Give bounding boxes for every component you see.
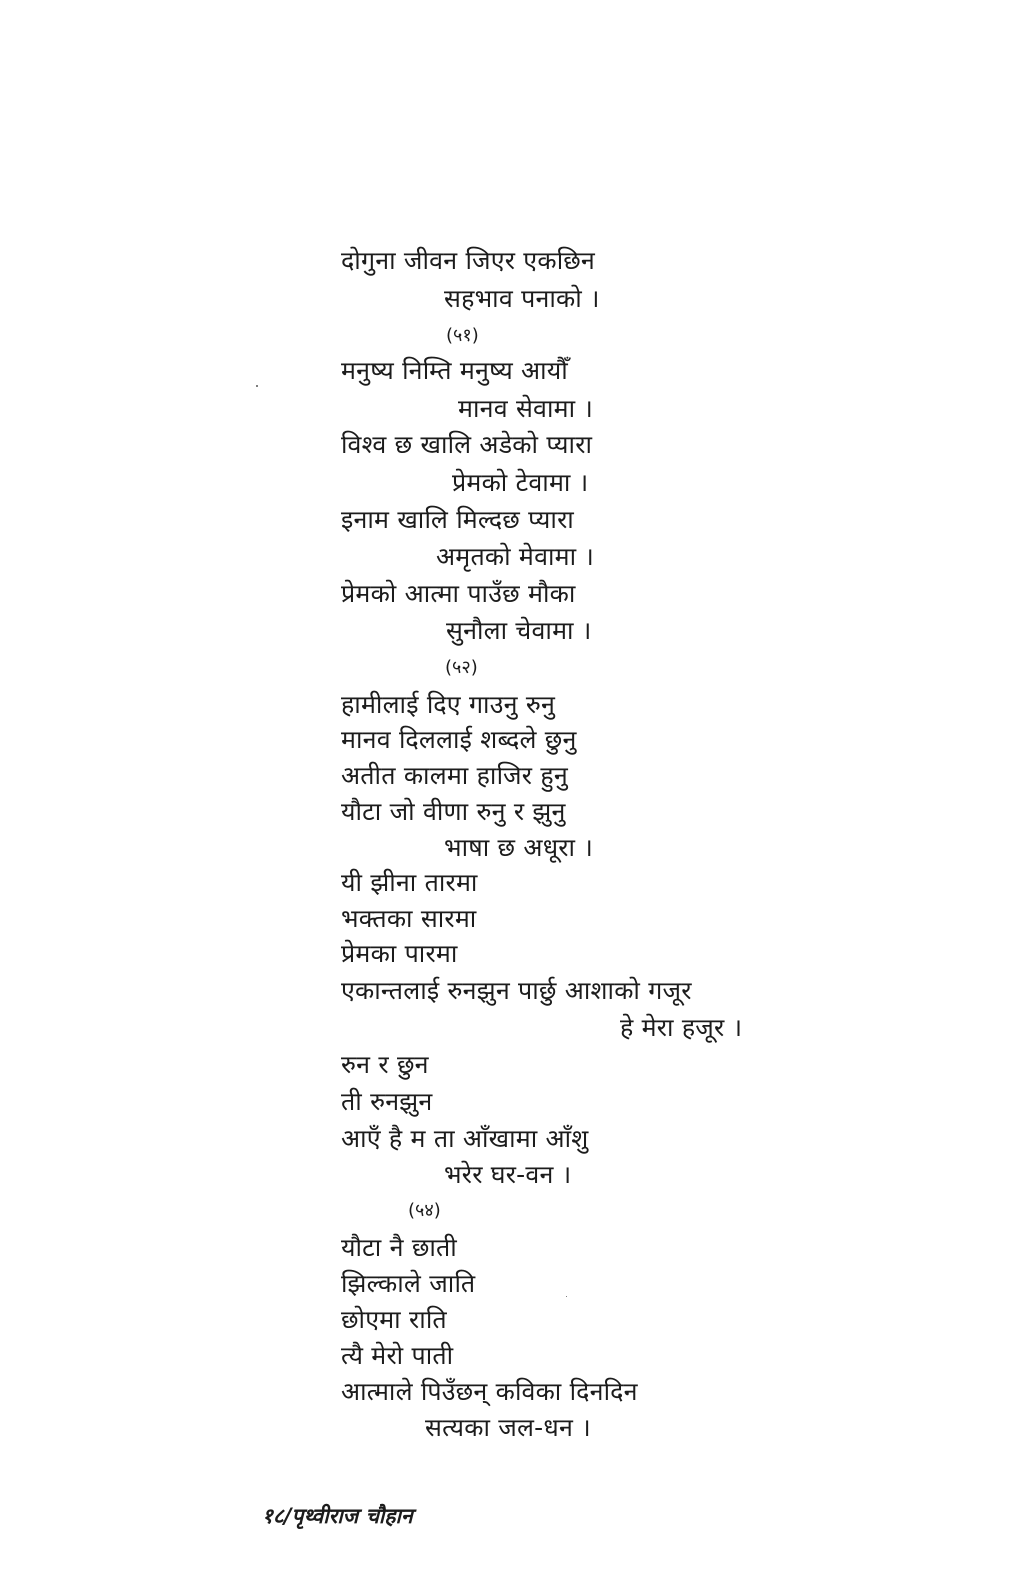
poem-line: भरेर घर-वन । — [444, 1160, 572, 1189]
poem-line: आएँ है म ता आँखामा आँशु — [341, 1124, 589, 1153]
poem-line: प्रेमका पारमा — [341, 939, 458, 968]
poem-line: त्यै मेरो पाती — [341, 1341, 454, 1370]
poem-line: यौटा नै छाती — [341, 1233, 457, 1262]
poem-line: विश्व छ खालि अडेको प्यारा — [341, 430, 593, 459]
poem-line: अतीत कालमा हाजिर हुनु — [341, 761, 568, 790]
poem-line: अमृतको मेवामा । — [436, 542, 595, 571]
poem-line: हामीलाई दिए गाउनु रुनु — [341, 690, 556, 719]
poem-line: इनाम खालि मिल्दछ प्यारा — [341, 505, 574, 534]
poem-line: सहभाव पनाको । — [444, 284, 600, 313]
poem-line: सुनौला चेवामा । — [446, 616, 592, 645]
scan-speck — [566, 1296, 567, 1297]
poem-line: प्रेमको टेवामा । — [452, 468, 589, 497]
poem-line: सत्यका जल-धन । — [425, 1413, 591, 1442]
poem-line: भक्तका सारमा — [341, 904, 477, 933]
poem-line: छोएमा राति — [341, 1305, 447, 1334]
scan-speck — [256, 385, 258, 387]
poem-line: हे मेरा हजूर । — [620, 1013, 743, 1042]
poem-line: मनुष्य निम्ति मनुष्य आयौँ — [341, 356, 568, 385]
stanza-number: (५२) — [445, 657, 478, 678]
poem-line: यौटा जो वीणा रुनु र झुनु — [341, 797, 566, 826]
poem-line: रुन र छुन — [341, 1050, 429, 1079]
poem-line: यी झीना तारमा — [341, 868, 478, 897]
poem-line: प्रेमको आत्मा पाउँछ मौका — [341, 579, 576, 608]
stanza-number: (५१) — [446, 325, 479, 346]
poem-line: दोगुना जीवन जिएर एकछिन — [341, 246, 595, 275]
poem-line: मानव सेवामा । — [458, 394, 594, 423]
poem-line: भाषा छ अधूरा । — [444, 833, 593, 862]
poem-line: मानव दिललाई शब्दले छुनु — [341, 725, 577, 754]
poem-line: ती रुनझुन — [341, 1087, 433, 1116]
page-footer: १८/पृथ्वीराज चौहान — [262, 1504, 413, 1528]
stanza-number: (५४) — [408, 1200, 441, 1221]
poem-line: आत्माले पिउँछन् कविका दिनदिन — [341, 1377, 638, 1406]
poem-line: एकान्तलाई रुनझुन पार्छु आशाको गजूर — [341, 976, 692, 1005]
poem-line: झिल्काले जाति — [341, 1269, 476, 1298]
